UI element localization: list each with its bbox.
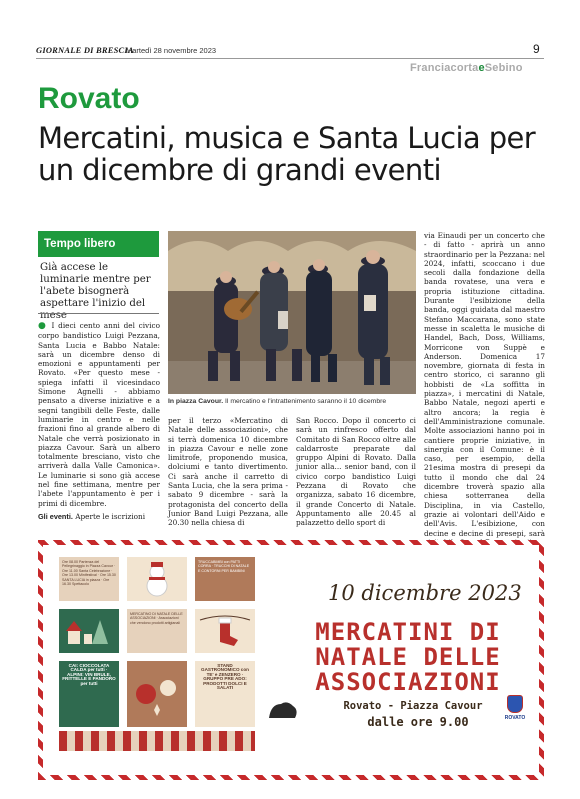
article-photo (168, 231, 416, 394)
ad-tile-houses (59, 609, 119, 653)
newspaper-name: GIORNALE DI BRESCIA (36, 45, 134, 55)
section-tag: Tempo libero (38, 231, 159, 257)
article-column-1-end (38, 512, 160, 521)
town-kicker: Rovato (38, 82, 140, 115)
snowman-icon (130, 560, 184, 598)
article-column-3: San Rocco. Dopo il concerto ci sarà un rinfresco offerto dal Comitato di San Rocco oltre alle caldarroste preparate dal gruppo Alpini di Rovato. Dalla junior alla... senior band, con il civico corpo bandistico Luigi Pezzana di Rovato che organizza, sabato 16 dicembre, il grande Concerto di Natale. Appuntamento alle 20.45 al palazzetto dello sport di (296, 416, 416, 528)
association-logo (265, 698, 301, 722)
issue-date: Martedì 28 novembre 2023 (126, 46, 217, 55)
ornaments-icon (130, 664, 184, 722)
paragraph-lead: Gli eventi. (38, 512, 73, 521)
article-column-1 (38, 321, 160, 508)
ad-tile-facepaint: TRUCCABIMBI con PATTI CORRA · TRUCCHI DI NATALE E CONTORNI PER BAMBINI (195, 557, 255, 601)
stocking-icon (198, 612, 252, 650)
article-column-2: per il terzo «Mercatino di Natale delle associazioni», che si terrà domenica 10 dicembre in piazza Cavour e nelle zone limitrofe, proponendo musica, dolciumi e tanto divertimento. Ci sarà anche il carretto di Santa Lucia, che la sera prima - sabato 9 dicembre - sarà la protagonista del concerto della Junior Band Luigi Pezzana, alle 20.30 nella chiesa di (168, 416, 288, 528)
subheadline: Già accese le luminarie mentre per l'abete bisognerà aspettare l'inizio del mese (40, 262, 151, 321)
column-1b-text: Aperte le iscrizioni (72, 512, 146, 521)
ad-tile-food: STAND GASTRONOMICO con TE' e ZENZERO · GRUPPO PRE ADO: PRODOTTI DOLCI E SALATI (195, 661, 255, 727)
ad-tile-program: Ore 08.00 Partenza del Pellegrinaggio in Piazza Cavour · Ore 11.00 Santa Celebrazione · Ore 13.00 Minifestival · Ore 15.30 SANTA LUCIA in piazza · Ore 16.30 Spettacolo (59, 557, 119, 601)
ad-decor-strip (59, 731, 255, 751)
ad-tile-snowman (127, 557, 187, 601)
photo-musicians-illustration (168, 231, 416, 394)
header-rule (36, 58, 544, 59)
christmas-village-icon (62, 612, 116, 650)
lion-logo-icon (265, 698, 301, 722)
town-crest-icon (507, 695, 523, 713)
ad-tile-drinks: CAI: CIOCCOLATA CALDA per tutti · ALPINI: VIN BRULE, FRITTELLE E PANDORO per tutti (59, 661, 119, 727)
ad-tile-market: MERCATINO DI NATALE DELLE ASSOCIAZIONI · Associazioni che vendono prodotti artigianali (127, 609, 187, 653)
ad-event-title: MERCATINI DI NATALE DELLE ASSOCIAZIONI (315, 618, 501, 696)
headline: Mercatini, musica e Santa Lucia per un dicembre di grandi eventi (38, 121, 536, 187)
article-column-4: via Einaudi per un concerto che - di fatto - aprirà un anno straordinario per la Pezzana: nel 2024, infatti, scoccano i due secoli dalla fondazione della banda rovatese, una vera e propria istituzione cittadina. Durante l'esibizione della banda, oggi guidata dal maestro Stefano Maccarana, sono state messe in scaletta le musiche di Handel, Bach, Doss, Williams, Morricone von Suppè e Anderson. Domenica 17 novembre, giornata di festa in centro storico, ci saranno gli hobbisti de «La soffitta in piazza», i mercatini di Natale, Babbo Natale, negozi aperti e altro ancora; la regia è dell'Amministrazione comunale. Molte associazioni hanno poi in cantiere proprie iniziative, in sinergia con il Comune: è il caso, per esempio, della 21esima mostra di presepi da tutto il mondo che dal 24 dicembre troverà spazio alla chiesa sotterranea della Disciplina, in via Castello, grazie ai volontari dell'Aido e dell'Avis. L'esibizione, con decine e decine di presepi, sarà (424, 231, 545, 538)
town-logo: ROVATO (498, 695, 532, 721)
ad-tile-ornaments (127, 661, 187, 727)
page-number: 9 (533, 42, 540, 56)
section-name: FranciacortaeSebino (410, 62, 523, 74)
column-1-text: I dieci cento anni del civico corpo bandistico Luigi Pezzana, Santa Lucia e Babbo Natale: sarà un dicembre denso di emozioni e appuntamenti per Rovato. «Per questo mese - spiega infatti il vicesindaco Simone Agnelli - abbiamo pensato a diverse iniziative e a segni tangibili delle Feste, dalle luminarie in centro e nelle frazioni fino al grande albero di Natale che verrà posizionato in piazza Cavour. Sarà un albero totalmente bresciano, visto che arriverà dalla Valle Camonica». Le luminarie si sono già accese nel fine settimana, mentre per l'abete l'appuntamento è per i primi di dicembre. (38, 321, 160, 508)
ad-start-time: dalle ore 9.00 (367, 715, 469, 729)
ad-body (43, 545, 539, 775)
event-advertisement (38, 540, 544, 780)
ad-tile-stocking (195, 609, 255, 653)
ad-event-date: 10 dicembre 2023 (328, 581, 522, 605)
bullet-icon: ● (38, 321, 52, 331)
ad-location: Rovato - Piazza Cavour (343, 700, 483, 712)
subhead-rule (38, 313, 159, 314)
photo-caption: In piazza Cavour. Il mercatino e l'intrattenimento saranno il 10 dicembre (168, 398, 387, 405)
